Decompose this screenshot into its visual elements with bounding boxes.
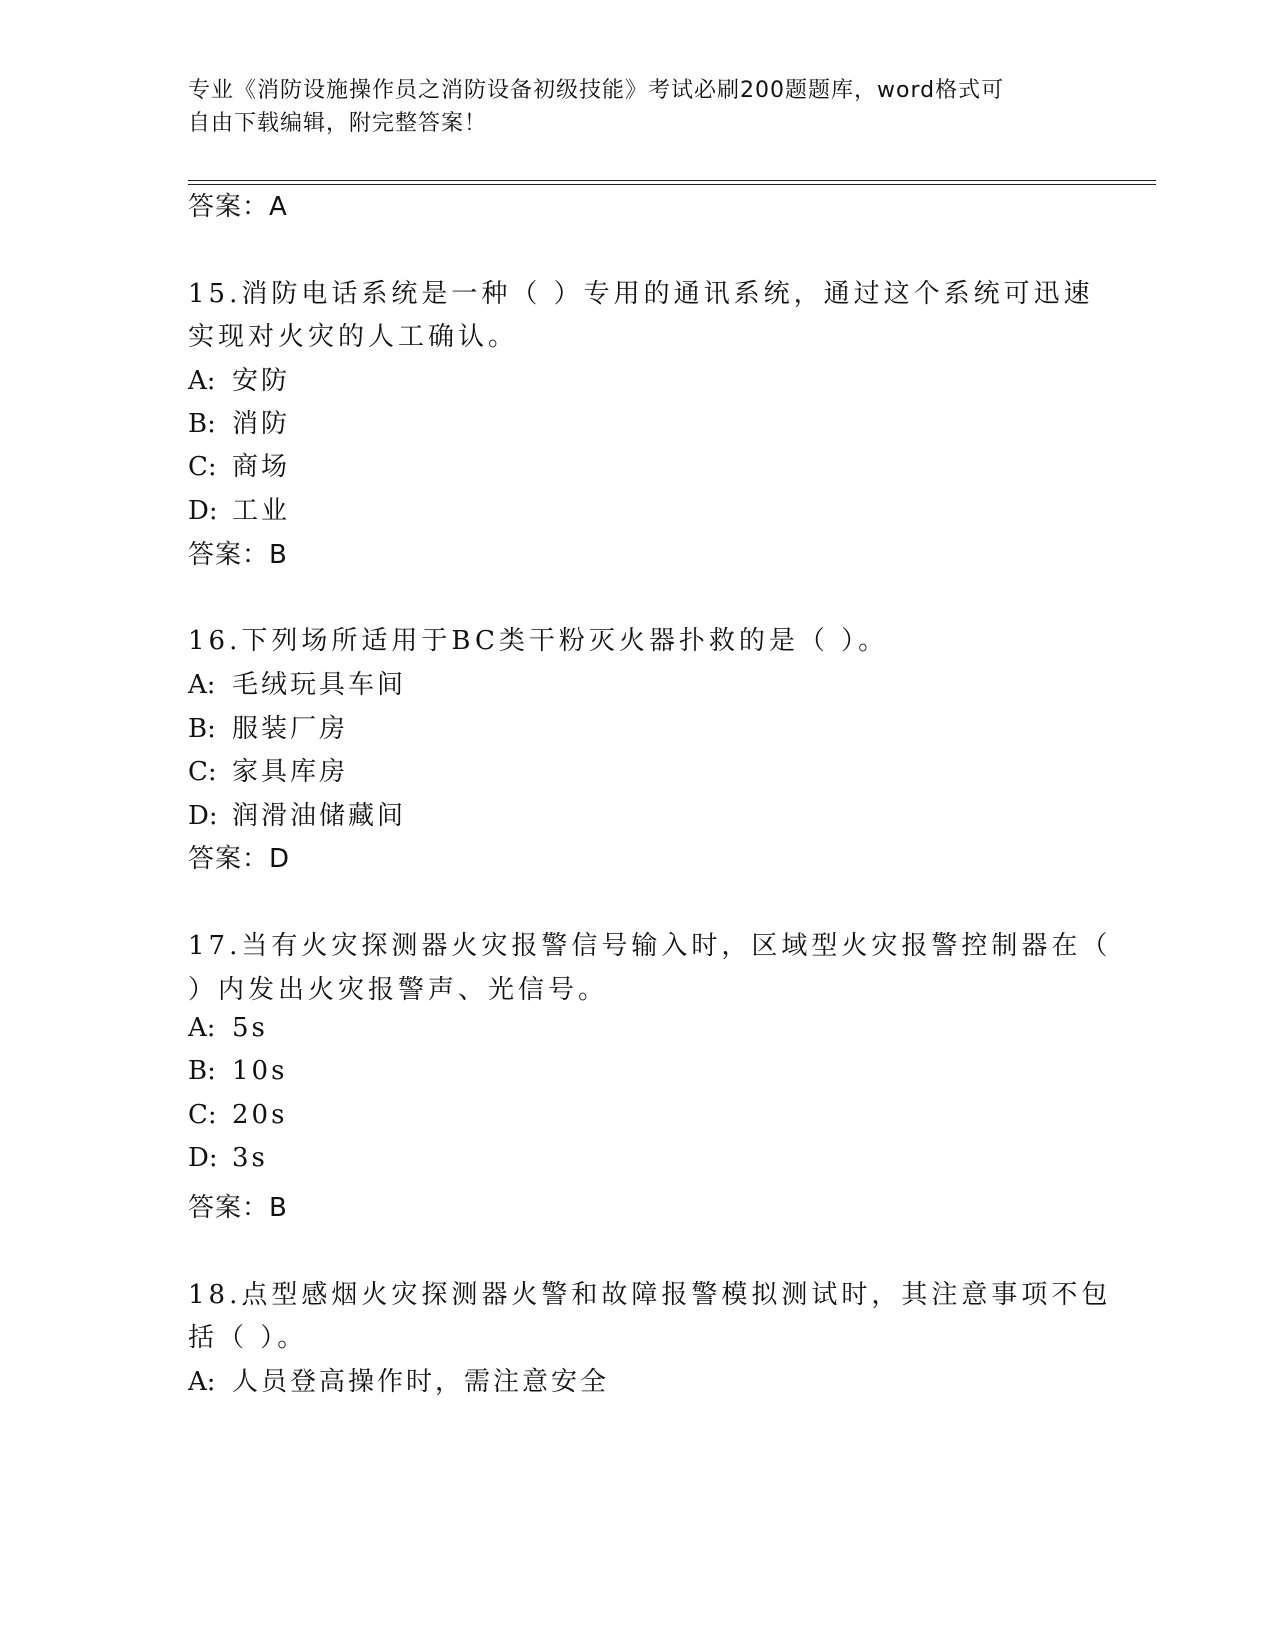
option-text: 商场 [232,452,291,482]
option-key: C: [188,452,217,482]
question-16-option-a [188,664,406,701]
question-17-line-1: 17.当有火灾探测器火灾报警信号输入时，区域型火灾报警控制器在（ [188,931,1112,961]
option-key: D: [188,1143,218,1173]
option-key: C: [188,1100,217,1130]
question-16-option-b [188,708,348,745]
question-18-option-a [188,1361,609,1398]
option-key: C: [188,757,217,787]
question-18-line-2: 括（ ）。 [188,1323,308,1353]
question-15-line-2: 实现对火灾的人工确认。 [188,322,519,352]
question-15-answer: 答案：B [188,540,288,570]
option-key: A: [188,366,216,396]
option-text: 工业 [232,496,291,526]
option-text: 毛绒玩具车间 [232,670,407,700]
question-16-line-1: 16.下列场所适用于BC类干粉灭火器扑救的是（ ）。 [188,626,889,656]
option-text: 10s [232,1056,288,1086]
option-text: 家具库房 [232,757,349,787]
option-key: A: [188,670,216,700]
question-16-option-d [188,795,406,832]
document-header [188,74,1068,140]
question-16-answer: 答案：D [188,844,291,874]
question-17-option-c [188,1100,287,1130]
question-15-option-b [188,403,290,440]
option-key: B: [188,1056,216,1086]
question-15-option-c [188,446,290,483]
question-16-option-c [188,751,348,788]
option-key: A: [188,1367,216,1397]
question-15-line-1: 15.消防电话系统是一种（ ）专用的通讯系统，通过这个系统可迅速 [188,279,1094,309]
option-text: 安防 [232,366,291,396]
question-17-line-2: ）内发出火灾报警声、光信号。 [188,975,609,1005]
option-key: B: [188,714,216,744]
option-text: 20s [232,1100,288,1130]
option-text: 服装厂房 [232,714,349,744]
question-18-line-1: 18.点型感烟火灾探测器火警和故障报警模拟测试时，其注意事项不包 [188,1280,1112,1310]
previous-answer: 答案：A [188,192,288,222]
question-17-option-a [188,1013,268,1043]
option-key: A: [188,1013,216,1043]
question-17-option-b [188,1056,287,1086]
option-text: 润滑油储藏间 [232,801,407,831]
question-15-option-d [188,490,290,527]
header-rule-bottom [188,184,1156,185]
option-text: 人员登高操作时，需注意安全 [232,1367,610,1397]
header-rule-top [188,180,1156,181]
header-line-2: 自由下载编辑，附完整答案！ [188,111,488,136]
option-key: B: [188,409,216,439]
question-17-option-d [188,1143,268,1173]
option-text: 3s [232,1143,268,1173]
option-text: 5s [232,1013,268,1043]
header-line-1: 专业《消防设施操作员之消防设备初级技能》考试必刷200题题库，word格式可 [188,78,1005,103]
question-17-answer: 答案：B [188,1193,288,1223]
option-key: D: [188,801,218,831]
option-key: D: [188,496,218,526]
option-text: 消防 [232,409,291,439]
question-15-option-a [188,360,290,397]
